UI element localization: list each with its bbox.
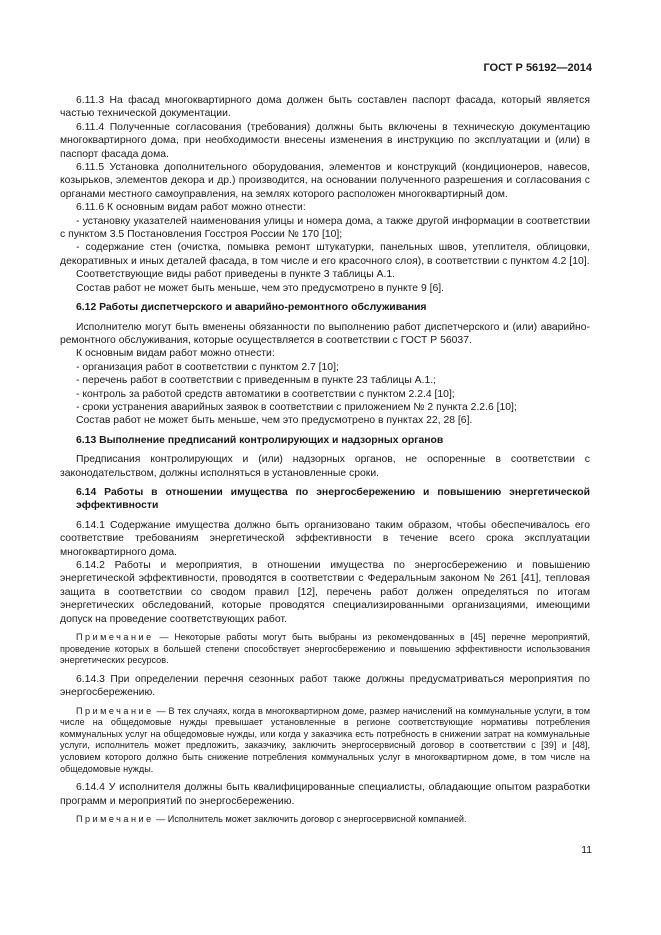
list-item: - контроль за работой средств автоматики в соответствии с пунктом 2.2.4 [10];	[76, 388, 455, 400]
document-id-header: ГОСТ Р 56192—2014	[483, 62, 592, 74]
note-text: — Некоторые работы могут быть выбраны из рекомендованных в [45] перечне мероприятий, проведение которых в большей степени способствует энергосбережению и повышению эффективности использования энергетических ресурсов.	[60, 632, 590, 666]
list-item: - организация работ в соответствии с пунктом 2.7 [10];	[76, 361, 339, 373]
note	[60, 706, 590, 776]
note	[60, 814, 590, 826]
paragraph: К основным видам работ можно отнести:	[76, 348, 275, 360]
paragraph-6-14-1: 6.14.1 Содержание имущества должно быть организовано таким образом, чтобы обеспечивалось его соответствие требованиям энергетической эффективности в течение всего срока эксплуатации многоквартирного дома.	[60, 519, 590, 558]
note-text: — В тех случаях, когда в многоквартирном доме, размер начислений на коммунальные услуги, в том числе на общедомовые нужды превышает установленные в регионе соответствующие нормативы потребления коммунальных услуг на общедомовые нужды, или когда у заказчика есть потребность в снижении затрат на коммунальные услуги, исполнитель может предложить, заказчику, заключить энергосервисный договор в соответствии с [39] и [48], условием которого должно быть снижение потребления коммунальных услуг в многоквартирном доме, в том числе на общедомовые нужды.	[60, 705, 590, 774]
note-label: Примечание	[76, 632, 154, 643]
page-number: 11	[581, 845, 592, 856]
paragraph: Предписания контролирующих и (или) надзорных органов, не оспоренные в соответствии с законодательством, должны исполняться в установленные сроки.	[60, 454, 590, 479]
section-heading-6-12: 6.12 Работы диспетчерского и аварийно-ремонтного обслуживания	[76, 302, 427, 314]
paragraph-6-14-4: 6.14.4 У исполнителя должны быть квалифицированные специалисты, обладающие опытом разработки программ и мероприятий по энергосбережению.	[60, 782, 590, 807]
paragraph-6-14-3: 6.14.3 При определении перечня сезонных работ также должны предусматриваться мероприятия по энергосбережению.	[60, 673, 590, 699]
document-body	[60, 94, 590, 832]
list-item: - перечень работ в соответствии с приведенным в пункте 23 таблицы А.1.;	[76, 375, 437, 387]
paragraph: Исполнителю могут быть вменены обязанности по выполнению работ диспетчерского и (или) аварийно-ремонтного обслуживания, которые осуществляется в соответствии с ГОСТ Р 56037.	[60, 321, 590, 346]
paragraph-6-11-5: 6.11.5 Установка дополнительного оборудования, элементов и конструкций (кондиционеров, навесов, козырьков, элементов декора и др.) производится, на основании полученного разрешения и согласования с органами местного самоуправления, на землях которого расположен многоквартирный дом.	[60, 162, 590, 200]
paragraph-6-11-3: 6.11.3 На фасад многоквартирного дома должен быть составлен паспорт фасада, который является частью технической документации.	[60, 95, 590, 120]
paragraph-6-11-6: 6.11.6 К основным видам работ можно отнести:	[76, 202, 306, 214]
list-item: - содержание стен (очистка, помывка ремонт штукатурки, панельных швов, утеплителя, облицовки, декоративных и иных деталей фасада, в том числе и его красочного слоя), в соответствии с пунктом 4.2 [10].	[60, 242, 590, 267]
paragraph-6-11-4: 6.11.4 Полученные согласования (требования) должны быть включены в техническую документацию многоквартирного дома, при необходимости внесены изменения в инструкцию по эксплуатации и (или) в паспорт фасада дома.	[60, 121, 590, 160]
note-text: — Исполнитель может заключить договор с энергосервисной компанией.	[153, 814, 467, 824]
paragraph: Состав работ не может быть меньше, чем это предусмотрено в пунктах 22, 28 [6].	[76, 415, 473, 427]
list-item: - сроки устранения аварийных заявок в соответствии с приложением № 2 пункта 2.2.6 [10];	[76, 401, 517, 413]
note-label: Примечание	[76, 705, 154, 716]
note	[60, 632, 590, 667]
section-heading-6-13: 6.13 Выполнение предписаний контролирующих и надзорных органов	[76, 434, 444, 446]
paragraph-6-14-2: 6.14.2 Работы и мероприятия, в отношении имущества по энергосбережению и повышению энергетической эффективности, проводятся в соответствии с Федеральным законом № 261 [41], тепловая защита в соответствии со сводом правил [12], перечень работ должен определяться по итогам энергетических обследований, которые проводятся специализированными организациями, имеющими допуск на проведение соответствующих работ.	[60, 560, 590, 625]
note-label: Примечание	[76, 814, 154, 824]
paragraph: Состав работ не может быть меньше, чем это предусмотрено в пункте 9 [6].	[76, 282, 445, 294]
list-item: - установку указателей наименования улицы и номера дома, а также другой информации в соответствии с пунктом 3.5 Постановления Госстроя России № 170 [10];	[60, 215, 590, 241]
section-heading-6-14: 6.14 Работы в отношении имущества по энергосбережению и повышению энергетической эффективности	[76, 486, 590, 512]
paragraph: Соответствующие виды работ приведены в пункте 3 таблицы А.1.	[76, 269, 396, 281]
